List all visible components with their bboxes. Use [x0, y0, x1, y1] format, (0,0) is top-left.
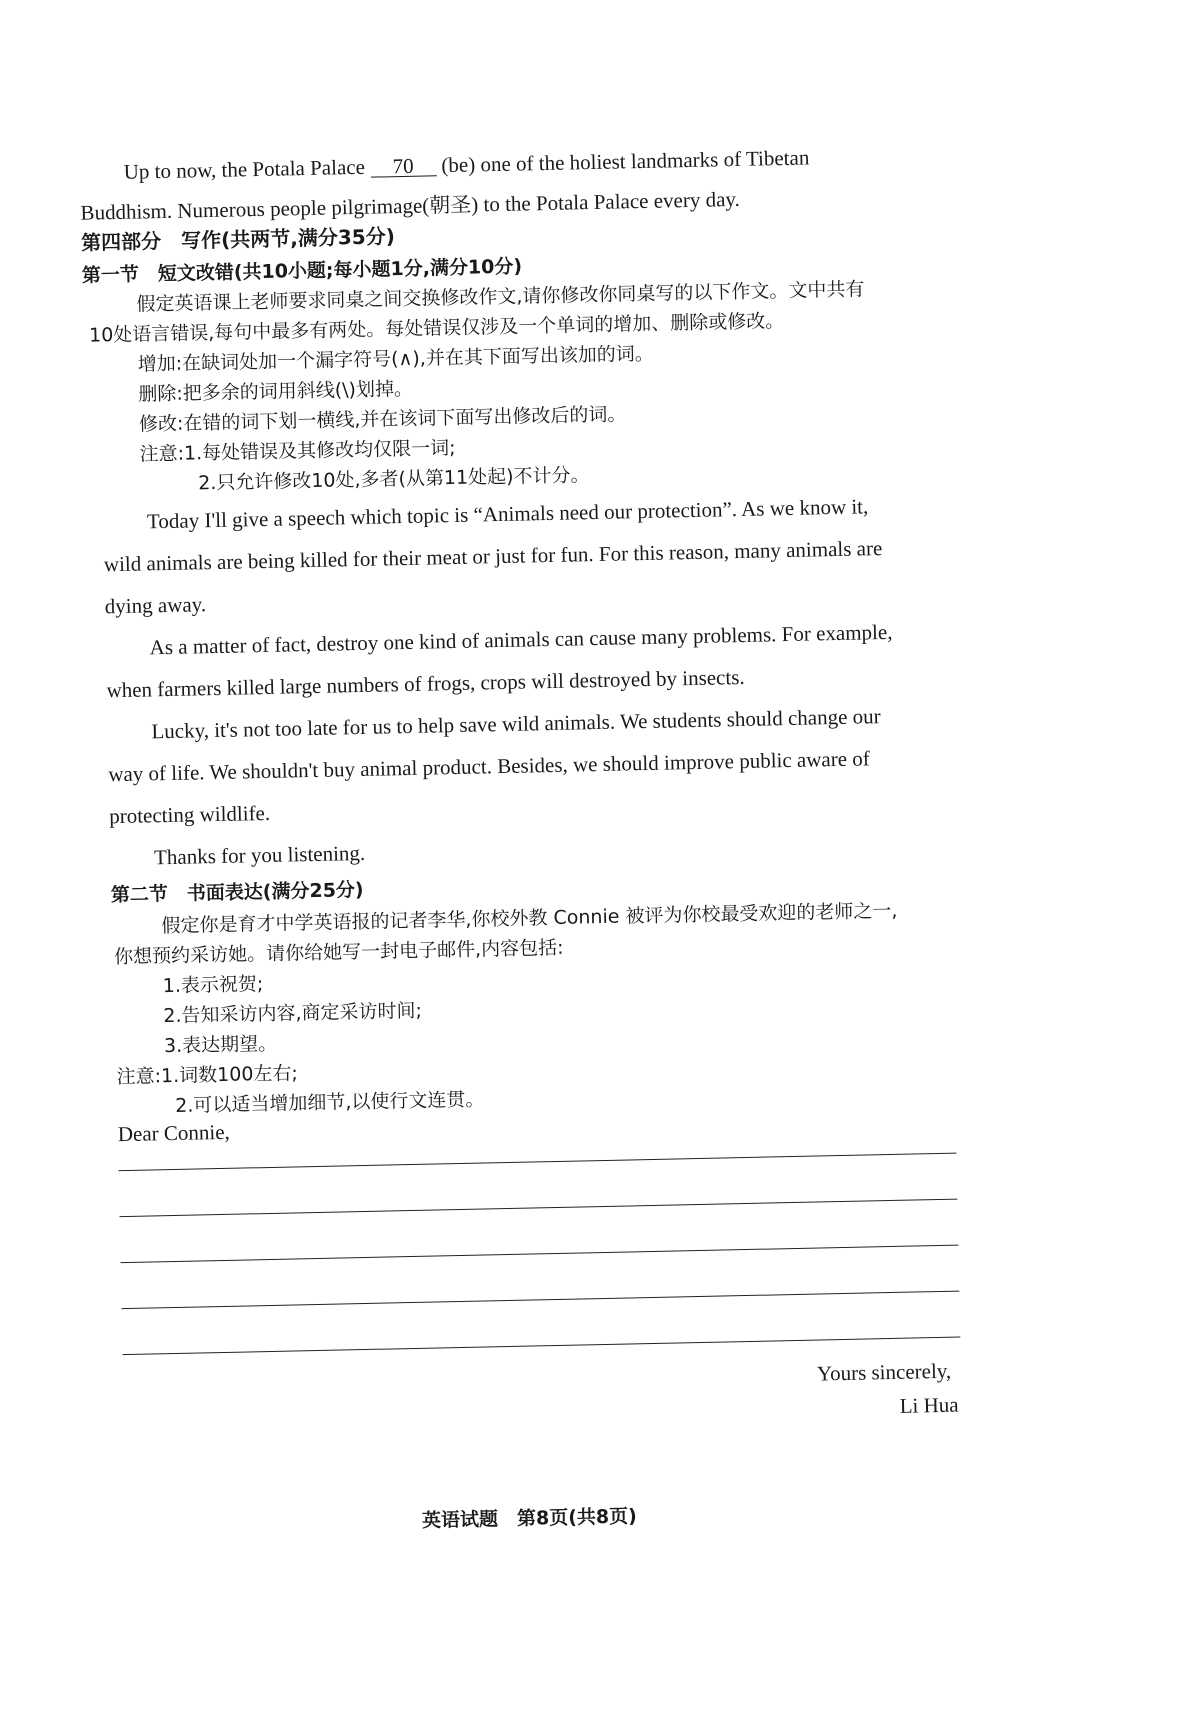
writing-line[interactable] — [119, 1153, 957, 1172]
essay-line: Lucky, it's not too late for us to help save wild animals. We students should change our — [151, 704, 881, 744]
answer-blank-70[interactable]: 70 — [370, 155, 436, 177]
section1-note-1: 注意:1.每处错误及其修改均仅限一词; — [139, 436, 456, 466]
reading-line-2: Buddhism. Numerous people pilgrimage(朝圣) to the Potala Palace every day. — [80, 186, 741, 225]
content-point-3: 3.表达期望。 — [163, 1032, 278, 1058]
reading-line-1-start: Up to now, the Potala Palace — [123, 154, 366, 184]
reading-line-1 — [123, 145, 809, 184]
letter-closing: Yours sincerely, — [816, 1358, 952, 1386]
reading-line-1-end: (be) one of the holiest landmarks of Tibetan — [441, 145, 810, 178]
essay-line: when farmers killed large numbers of frogs, crops will destroyed by insects. — [106, 664, 745, 703]
essay-line: way of life. We shouldn't buy animal product. Besides, we should improve public aware of — [108, 746, 871, 787]
rule-modify: 修改:在错的词下划一横线,并在该词下面写出修改后的词。 — [138, 403, 627, 436]
rule-add: 增加:在缺词处加一个漏字符号(∧),并在其下面写出该加的词。 — [137, 342, 655, 376]
section2-note-2: 2.可以适当增加细节,以使行文连贯。 — [175, 1088, 485, 1117]
writing-line[interactable] — [121, 1291, 959, 1310]
writing-line[interactable] — [122, 1337, 960, 1356]
essay-line: wild animals are being killed for their meat or just for fun. For this reason, many animals are — [103, 536, 883, 577]
writing-line[interactable] — [120, 1199, 958, 1218]
part4-heading: 第四部分 写作(共两节,满分35分) — [80, 224, 396, 255]
section1-intro-1: 假定英语课上老师要求同桌之间交换修改作文,请你修改你同桌写的以下作文。文中共有 — [136, 278, 865, 316]
section2-intro-2: 你想预约采访她。请你给她写一封电子邮件,内容包括: — [113, 936, 564, 969]
section2-note-1: 注意:1.词数100左右; — [116, 1062, 299, 1089]
letter-signature: Li Hua — [899, 1392, 959, 1418]
section2-heading: 第二节 书面表达(满分25分) — [110, 878, 364, 907]
letter-salutation: Dear Connie, — [117, 1119, 231, 1147]
section1-heading: 第一节 短文改错(共10小题;每小题1分,满分10分) — [81, 255, 523, 287]
essay-line: As a matter of fact, destroy one kind of animals can cause many problems. For example, — [149, 619, 893, 660]
content-point-1: 1.表示祝贺; — [162, 973, 264, 998]
section1-note-2: 2.只允许修改10处,多者(从第11处起)不计分。 — [198, 464, 590, 495]
essay-line: dying away. — [104, 592, 207, 619]
essay-line: protecting wildlife. — [108, 800, 271, 829]
section2-intro-1: 假定你是育才中学英语报的记者李华,你校外教 Connie 被评为你校最受欢迎的老师之一, — [161, 899, 898, 938]
essay-line: Thanks for you listening. — [153, 840, 366, 870]
page-footer: 英语试题 第8页(共8页) — [421, 1505, 638, 1532]
content-point-2: 2.告知采访内容,商定采访时间; — [163, 999, 423, 1028]
writing-line[interactable] — [121, 1245, 959, 1264]
rule-delete: 删除:把多余的词用斜线(\)划掉。 — [138, 377, 414, 406]
essay-line: Today I'll give a speech which topic is “Animals need our protection”. As we know it, — [146, 494, 869, 534]
section1-intro-2: 10处语言错误,每句中最多有两处。每处错误仅涉及一个单词的增加、删除或修改。 — [88, 310, 785, 347]
